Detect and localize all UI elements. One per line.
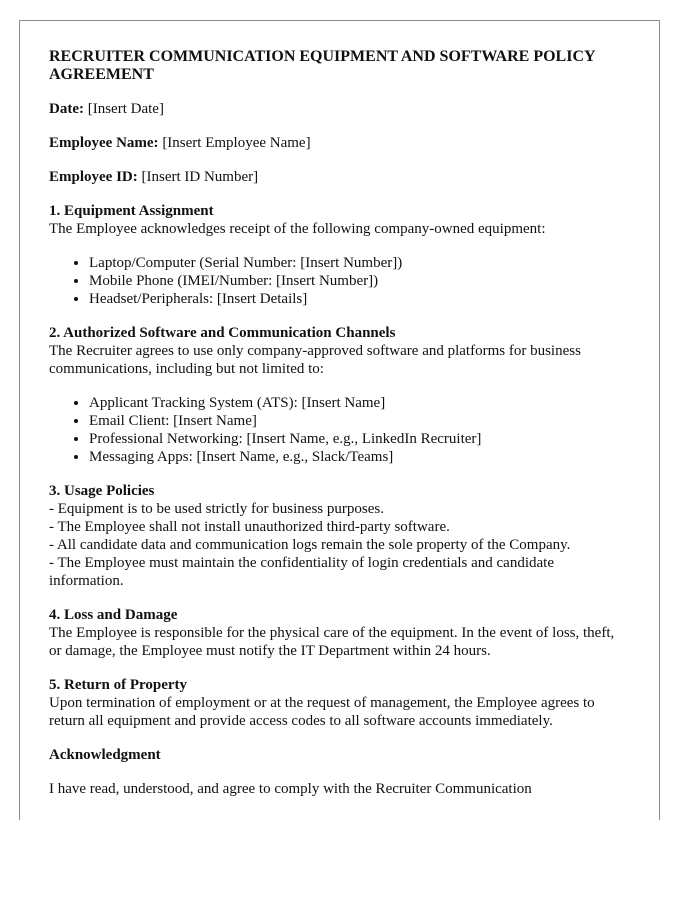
usage-line: - The Employee must maintain the confidentiality of login credentials and candidate information. [49, 555, 554, 589]
section-text: The Employee is responsible for the physical care of the equipment. In the event of loss, theft, or damage, the Employee must notify the IT Department within 24 hours. [49, 625, 615, 659]
equipment-list [49, 254, 630, 308]
usage-line: - The Employee shall not install unauthorized third-party software. [49, 519, 450, 535]
section-return [49, 676, 630, 730]
section-text: Upon termination of employment or at the request of management, the Employee agrees to return all equipment and provide access codes to all software accounts immediately. [49, 695, 595, 729]
list-item: • Mobile Phone (IMEI/Number: [Insert Number]) [89, 272, 630, 290]
list-item: • Laptop/Computer (Serial Number: [Insert Number]) [89, 254, 630, 272]
employee-id-value: [Insert ID Number] [137, 169, 259, 185]
date-field [49, 100, 630, 118]
list-item: • Headset/Peripherals: [Insert Details] [89, 290, 630, 308]
employee-name-value: [Insert Employee Name] [158, 135, 311, 151]
section-heading: Acknowledgment [49, 747, 161, 763]
section-software [49, 324, 630, 466]
section-heading: 3. Usage Policies [49, 483, 155, 499]
list-item: • Professional Networking: [Insert Name, e.g., LinkedIn Recruiter] [89, 430, 630, 448]
usage-line: - Equipment is to be used strictly for business purposes. [49, 501, 384, 517]
section-heading: 4. Loss and Damage [49, 607, 178, 623]
section-heading: 1. Equipment Assignment [49, 203, 214, 219]
date-value: [Insert Date] [83, 101, 164, 117]
employee-name-label: Employee Name: [49, 135, 159, 151]
section-heading: 2. Authorized Software and Communication Channels [49, 325, 396, 341]
employee-id-label: Employee ID: [49, 169, 138, 185]
section-intro: The Recruiter agrees to use only company-approved software and platforms for business communications, including but not limited to: [49, 343, 581, 377]
section-loss [49, 606, 630, 660]
software-list [49, 394, 630, 466]
list-item: • Messaging Apps: [Insert Name, e.g., Slack/Teams] [89, 448, 630, 466]
section-acknowledgment [49, 746, 630, 798]
employee-name-field [49, 134, 630, 152]
section-usage [49, 482, 630, 590]
section-text: I have read, understood, and agree to comply with the Recruiter Communication [49, 781, 532, 797]
list-item: • Applicant Tracking System (ATS): [Insert Name] [89, 394, 630, 412]
section-intro: The Employee acknowledges receipt of the following company-owned equipment: [49, 221, 546, 237]
employee-id-field [49, 168, 630, 186]
document-page [19, 20, 660, 820]
date-label: Date: [49, 101, 84, 117]
list-item: • Email Client: [Insert Name] [89, 412, 630, 430]
section-equipment [49, 202, 630, 308]
usage-line: - All candidate data and communication logs remain the sole property of the Company. [49, 537, 571, 553]
section-heading: 5. Return of Property [49, 677, 188, 693]
document-title: RECRUITER COMMUNICATION EQUIPMENT AND SOFTWARE POLICY AGREEMENT [49, 48, 595, 83]
